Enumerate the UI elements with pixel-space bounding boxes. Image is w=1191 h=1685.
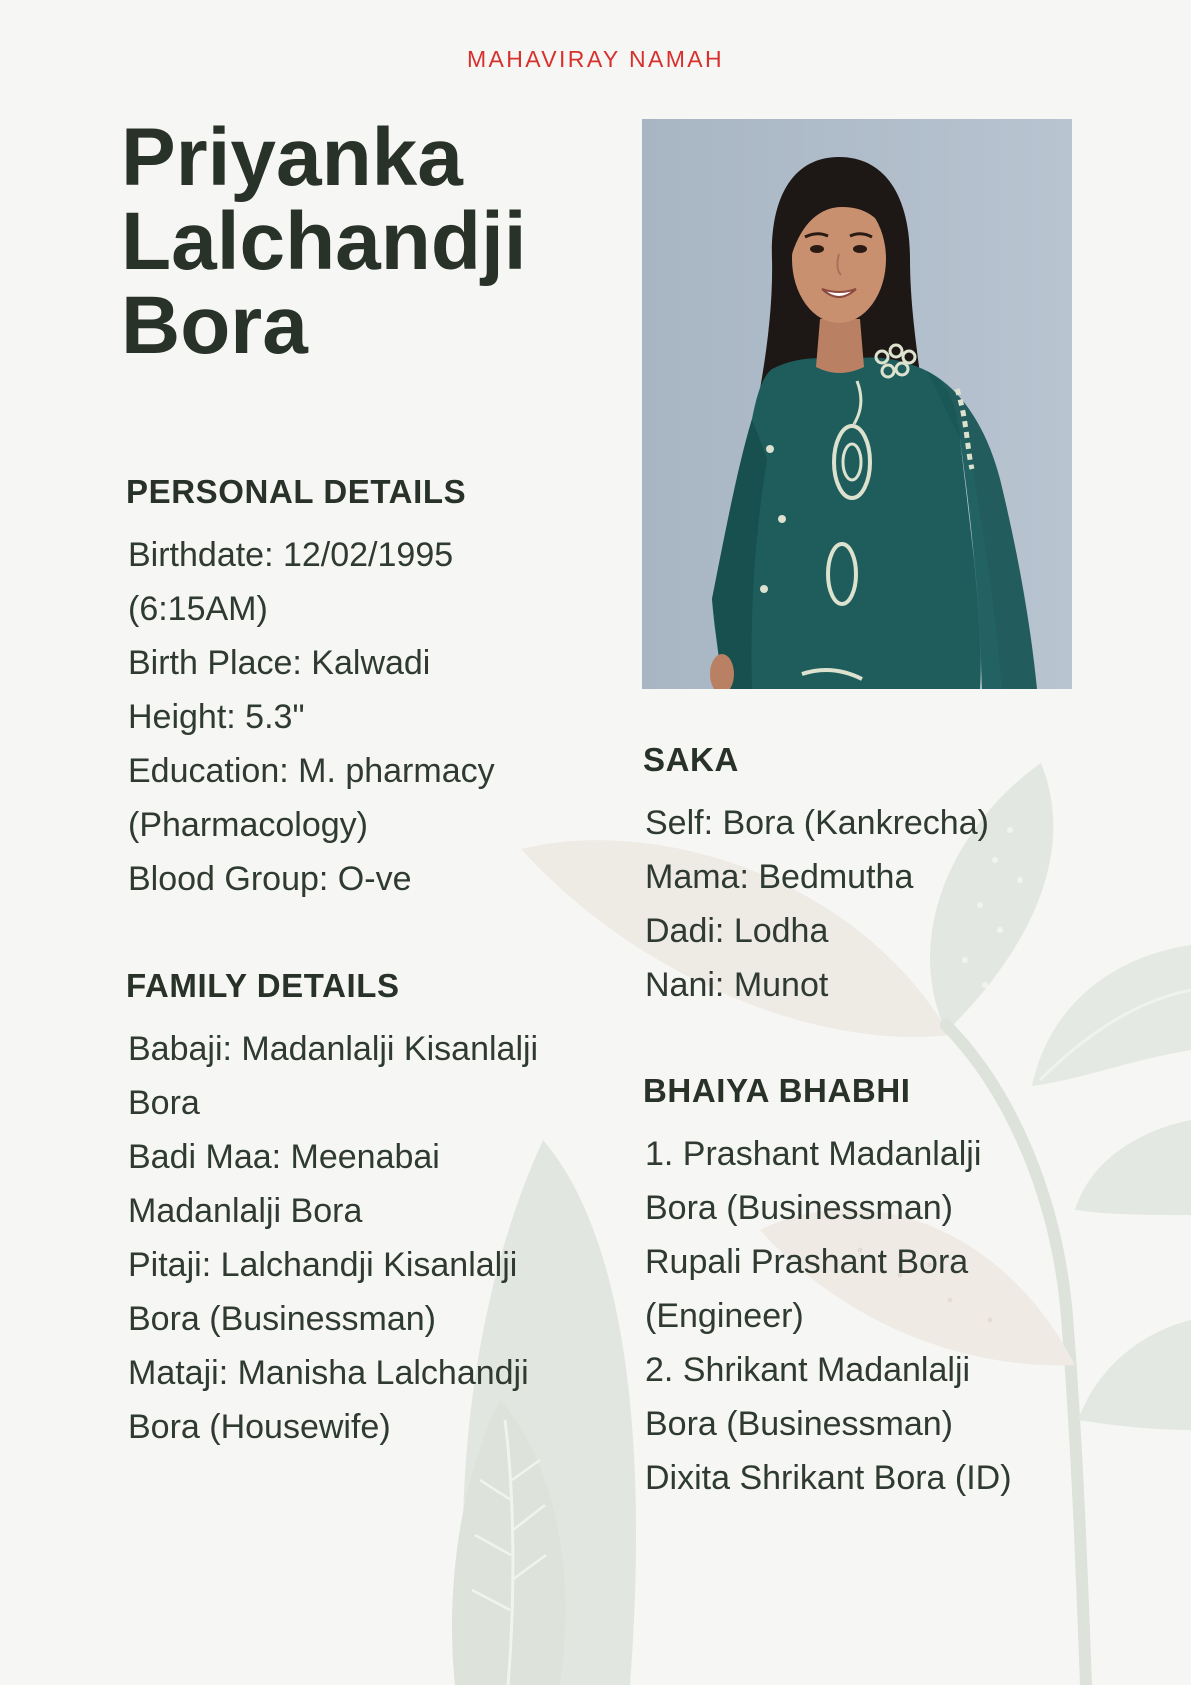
invocation-text: MAHAVIRAY NAMAH <box>466 46 725 72</box>
family-details-section <box>126 966 578 1454</box>
family-details-list <box>126 1022 578 1454</box>
candidate-name: Priyanka Lalchandji Bora <box>121 112 527 371</box>
profile-photo <box>642 119 1072 689</box>
bhaiya-bhabhi-item: 1. Prashant Madanlalji Bora (Businessman) <box>645 1135 982 1227</box>
personal-details-list <box>126 528 578 906</box>
personal-detail-birth-place: Birth Place: Kalwadi <box>128 644 431 682</box>
saka-section <box>643 740 1033 1012</box>
bhaiya-bhabhi-section <box>643 1071 1033 1505</box>
family-details-heading: FAMILY DETAILS <box>126 967 400 1004</box>
personal-detail-birthdate: Birthdate: 12/02/1995 (6:15AM) <box>128 536 454 628</box>
bhaiya-bhabhi-heading: BHAIYA BHABHI <box>643 1072 911 1109</box>
portrait-illustration <box>642 119 1072 689</box>
neck <box>816 319 864 373</box>
personal-detail-education: Education: M. pharmacy (Pharmacology) <box>128 752 495 844</box>
leaf-right-lower <box>1075 1120 1191 1430</box>
family-detail-mataji: Mataji: Manisha Lalchandji Bora (Housewife) <box>128 1354 529 1446</box>
bhaiya-bhabhi-item: 2. Shrikant Madanlalji Bora (Businessman) <box>645 1351 971 1443</box>
saka-item-nani: Nani: Munot <box>645 966 829 1004</box>
personal-details-section <box>126 472 578 906</box>
saka-list <box>643 796 1033 1012</box>
family-detail-babaji: Babaji: Madanlalji Kisanlalji Bora <box>128 1030 539 1122</box>
personal-details-heading: PERSONAL DETAILS <box>126 473 467 510</box>
saka-item-dadi: Dadi: Lodha <box>645 912 829 950</box>
personal-detail-blood-group: Blood Group: O-ve <box>128 860 412 898</box>
bhaiya-bhabhi-item: Dixita Shrikant Bora (ID) <box>645 1459 1012 1497</box>
bhaiya-bhabhi-list <box>643 1127 1033 1505</box>
family-detail-pitaji: Pitaji: Lalchandji Kisanlalji Bora (Businessman) <box>128 1246 518 1338</box>
family-detail-badi-maa: Badi Maa: Meenabai Madanlalji Bora <box>128 1138 440 1230</box>
saka-heading: SAKA <box>643 741 739 778</box>
personal-detail-height: Height: 5.3" <box>128 698 305 736</box>
leaf-right-middle <box>1032 945 1191 1086</box>
bhaiya-bhabhi-item: Rupali Prashant Bora (Engineer) <box>645 1243 969 1335</box>
saka-item-self: Self: Bora (Kankrecha) <box>645 804 989 842</box>
saka-item-mama: Mama: Bedmutha <box>645 858 914 896</box>
